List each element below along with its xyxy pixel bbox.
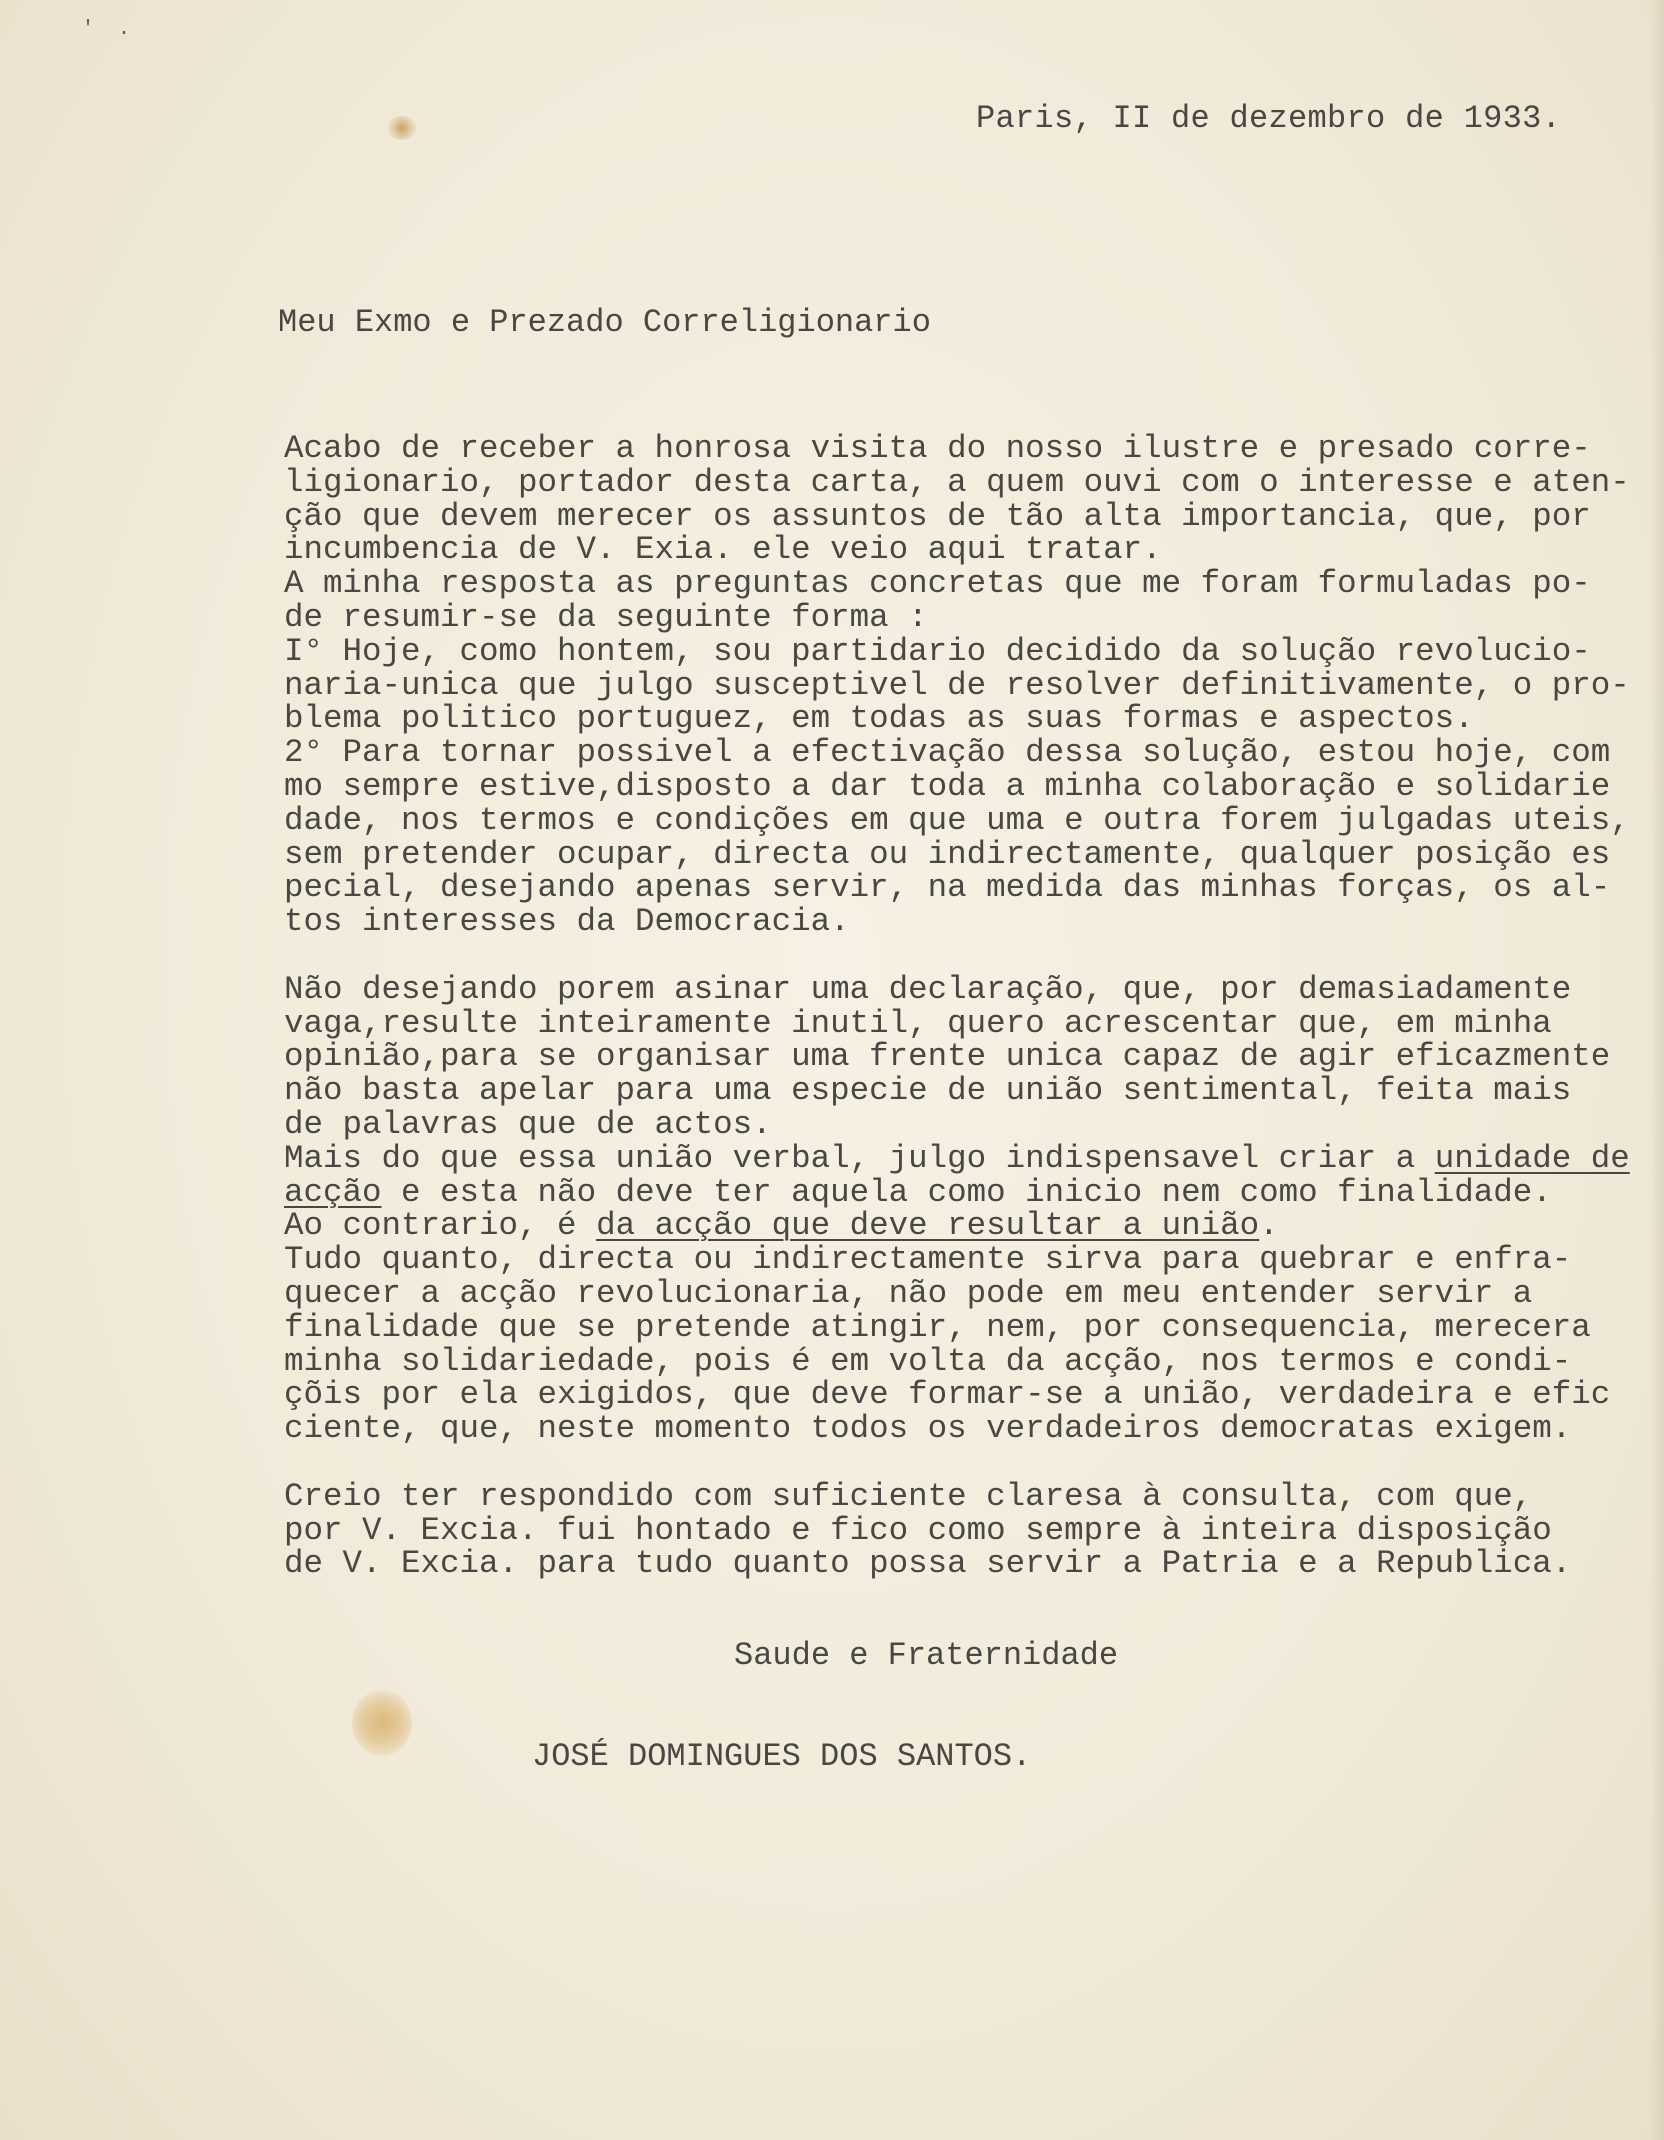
body-line: sem pretender ocupar, directa ou indirectamente, qualquer posição es [284, 835, 1611, 873]
body-line: ção que devem merecer os assuntos de tão alta importancia, que, por [284, 497, 1591, 535]
signature-name: JOSÉ DOMINGUES DOS SANTOS. [532, 1738, 1032, 1775]
body-line: dade, nos termos e condições em que uma e outra forem julgadas uteis, [284, 801, 1630, 839]
body-line: 2° Para tornar possivel a efectivação dessa solução, estou hoje, com [284, 734, 1611, 772]
body-line: de palavras que de actos. [284, 1105, 772, 1143]
letter-date: Paris, II de dezembro de 1933. [976, 100, 1562, 137]
body-line: Não desejando porem asinar uma declaração, que, por demasiadamente [284, 970, 1572, 1008]
body-line: opinião,para se organisar uma frente unica capaz de agir eficazmente [284, 1038, 1611, 1076]
body-line: naria-unica que julgo susceptivel de resolver definitivamente, o pro- [284, 666, 1630, 704]
body-line: pecial, desejando apenas servir, na medida das minhas forças, os al- [284, 869, 1611, 907]
body-text-segment: e esta não deve ter aquela como inicio nem como finalidade. [381, 1173, 1552, 1211]
letter-body [284, 432, 1664, 1581]
body-line: Tudo quanto, directa ou indirectamente sirva para quebrar e enfra- [284, 1241, 1572, 1279]
body-line: quecer a acção revolucionaria, não pode em meu entender servir a [284, 1274, 1533, 1312]
body-text-segment: Mais do que essa união verbal, julgo indispensavel criar a [284, 1139, 1435, 1177]
body-line: Acabo de receber a honrosa visita do nosso ilustre e presado corre- [284, 430, 1591, 467]
body-line: incumbencia de V. Exia. ele veio aqui tratar. [284, 531, 1162, 569]
paper-stain-top [388, 116, 416, 140]
body-line: tos interesses da Democracia. [284, 903, 850, 941]
salutation: Meu Exmo e Prezado Correligionario [278, 304, 931, 341]
body-line: Creio ter respondido com suficiente claresa à consulta, com que, [284, 1477, 1533, 1515]
body-line-underlined [284, 1209, 1664, 1243]
body-line: ligionario, portador desta carta, a quem ouvi com o interesse e aten- [284, 463, 1630, 501]
body-line: por V. Excia. fui hontado e fico como sempre à inteira disposição [284, 1511, 1552, 1549]
underlined-phrase: da acção que deve resultar a união [596, 1207, 1260, 1245]
paragraph-gap [284, 1446, 1664, 1480]
body-line: de V. Excia. para tudo quanto possa servir a Patria e a Republica. [284, 1545, 1572, 1583]
body-line: minha solidariedade, pois é em volta da acção, nos termos e condi- [284, 1342, 1572, 1380]
body-line: blema politico portuguez, em todas as suas formas e aspectos. [284, 700, 1474, 738]
body-line: I° Hoje, como hontem, sou partidario decidido da solução revolucio- [284, 632, 1591, 670]
underlined-phrase: acção [284, 1173, 382, 1211]
body-line-underlined [284, 1139, 1664, 1177]
body-line-underlined [284, 1173, 1664, 1211]
body-text-segment: . [1259, 1207, 1279, 1245]
paragraph-gap [284, 939, 1664, 973]
closing-salutation: Saude e Fraternidade [734, 1637, 1119, 1674]
body-line: vaga,resulte inteiramente inutil, quero acrescentar que, em minha [284, 1004, 1552, 1042]
body-line: ciente, que, neste momento todos os verdadeiros democratas exigem. [284, 1410, 1572, 1448]
paper-stain-bottom [352, 1690, 412, 1756]
body-line: de resumir-se da seguinte forma : [284, 598, 928, 636]
body-line: çõis por ela exigidos, que deve formar-se a união, verdadeira e efic [284, 1376, 1611, 1414]
body-line: mo sempre estive,disposto a dar toda a minha colaboração e solidarie [284, 767, 1611, 805]
body-line: A minha resposta as preguntas concretas que me foram formuladas po- [284, 565, 1591, 603]
body-line: finalidade que se pretende atingir, nem, por consequencia, merecera [284, 1308, 1591, 1346]
body-line: não basta apelar para uma especie de união sentimental, feita mais [284, 1072, 1572, 1110]
corner-mark: ' . [82, 18, 137, 41]
underlined-phrase: unidade de [1434, 1139, 1630, 1177]
body-text-segment: Ao contrario, é [284, 1207, 597, 1245]
